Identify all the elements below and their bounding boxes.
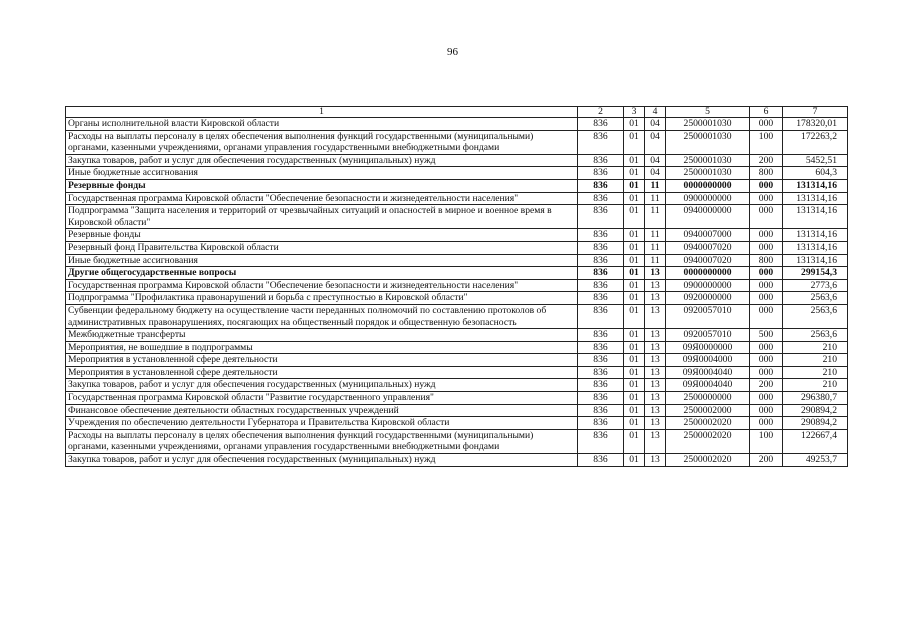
row-name-cell: Подпрограмма "Защита населения и территорий от чрезвычайных ситуаций и опасностей в мирное и военное время в Кировской области": [66, 205, 578, 229]
row-subsection-cell: 04: [645, 118, 666, 131]
row-expense-type-cell: 800: [750, 167, 783, 180]
row-expense-type-cell: 000: [750, 205, 783, 229]
row-name-cell: Другие общегосударственные вопросы: [66, 267, 578, 280]
row-target-cell: 2500001030: [666, 118, 750, 131]
table-row: [66, 366, 848, 379]
row-name-cell: Мероприятия, не вошедшие в подпрограммы: [66, 341, 578, 354]
row-amount-cell: 2563,6: [783, 292, 848, 305]
row-section-cell: 01: [624, 366, 645, 379]
row-section-cell: 01: [624, 241, 645, 254]
row-section-cell: 01: [624, 417, 645, 430]
row-ministry-cell: 836: [578, 366, 624, 379]
row-name-cell: Органы исполнительной власти Кировской области: [66, 118, 578, 131]
row-subsection-cell: 11: [645, 254, 666, 267]
row-ministry-cell: 836: [578, 118, 624, 131]
row-subsection-cell: 04: [645, 167, 666, 180]
row-ministry-cell: 836: [578, 454, 624, 467]
row-name-cell: Резервный фонд Правительства Кировской области: [66, 241, 578, 254]
row-target-cell: 2500002020: [666, 454, 750, 467]
row-expense-type-cell: 800: [750, 254, 783, 267]
row-name-cell: Иные бюджетные ассигнования: [66, 254, 578, 267]
row-expense-type-cell: 000: [750, 354, 783, 367]
row-target-cell: 2500001030: [666, 130, 750, 154]
row-expense-type-cell: 000: [750, 267, 783, 280]
header-cell-4: 4: [645, 107, 666, 118]
row-amount-cell: 2773,6: [783, 279, 848, 292]
budget-table: [65, 106, 848, 467]
header-cell-6: 6: [750, 107, 783, 118]
row-name-cell: Закупка товаров, работ и услуг для обеспечения государственных (муниципальных) нужд: [66, 379, 578, 392]
row-section-cell: 01: [624, 118, 645, 131]
table-row: [66, 279, 848, 292]
row-target-cell: 2500001030: [666, 167, 750, 180]
row-target-cell: 0940007020: [666, 254, 750, 267]
row-ministry-cell: 836: [578, 292, 624, 305]
row-target-cell: 0000000000: [666, 179, 750, 192]
row-target-cell: 0920000000: [666, 292, 750, 305]
header-cell-7: 7: [783, 107, 848, 118]
row-expense-type-cell: 200: [750, 154, 783, 167]
table-row: [66, 454, 848, 467]
row-section-cell: 01: [624, 167, 645, 180]
table-body: [66, 107, 848, 467]
row-amount-cell: 210: [783, 366, 848, 379]
row-subsection-cell: 13: [645, 429, 666, 453]
table-row: [66, 241, 848, 254]
row-ministry-cell: 836: [578, 417, 624, 430]
table-row: [66, 167, 848, 180]
row-subsection-cell: 13: [645, 329, 666, 342]
table-row: [66, 118, 848, 131]
row-subsection-cell: 13: [645, 379, 666, 392]
row-amount-cell: 49253,7: [783, 454, 848, 467]
row-section-cell: 01: [624, 229, 645, 242]
table-row: [66, 304, 848, 328]
header-cell-2: 2: [578, 107, 624, 118]
row-amount-cell: 296380,7: [783, 392, 848, 405]
row-name-cell: Государственная программа Кировской области "Обеспечение безопасности и жизнедеятельности населения": [66, 192, 578, 205]
table-row: [66, 392, 848, 405]
row-amount-cell: 131314,16: [783, 205, 848, 229]
row-amount-cell: 5452,51: [783, 154, 848, 167]
row-subsection-cell: 13: [645, 341, 666, 354]
row-subsection-cell: 13: [645, 267, 666, 280]
row-subsection-cell: 11: [645, 205, 666, 229]
row-target-cell: 0900000000: [666, 279, 750, 292]
row-expense-type-cell: 100: [750, 429, 783, 453]
row-name-cell: Резервные фонды: [66, 179, 578, 192]
row-ministry-cell: 836: [578, 267, 624, 280]
row-expense-type-cell: 000: [750, 179, 783, 192]
row-name-cell: Субвенции федеральному бюджету на осуществление части переданных полномочий по составлению протоколов об административных правонарушениях, посягающих на общественный порядок и общественную безопасность: [66, 304, 578, 328]
row-section-cell: 01: [624, 267, 645, 280]
row-target-cell: 0940007000: [666, 229, 750, 242]
row-target-cell: 0920057010: [666, 304, 750, 328]
row-ministry-cell: 836: [578, 192, 624, 205]
row-target-cell: 0900000000: [666, 192, 750, 205]
row-section-cell: 01: [624, 354, 645, 367]
row-expense-type-cell: 000: [750, 292, 783, 305]
row-section-cell: 01: [624, 304, 645, 328]
table-row: [66, 267, 848, 280]
header-cell-1: 1: [66, 107, 578, 118]
row-expense-type-cell: 000: [750, 417, 783, 430]
row-amount-cell: 210: [783, 379, 848, 392]
row-expense-type-cell: 000: [750, 192, 783, 205]
row-ministry-cell: 836: [578, 154, 624, 167]
row-target-cell: 0000000000: [666, 267, 750, 280]
row-name-cell: Подпрограмма "Профилактика правонарушений и борьба с преступностью в Кировской области": [66, 292, 578, 305]
row-amount-cell: 131314,16: [783, 254, 848, 267]
row-ministry-cell: 836: [578, 304, 624, 328]
row-ministry-cell: 836: [578, 329, 624, 342]
row-expense-type-cell: 200: [750, 454, 783, 467]
row-subsection-cell: 13: [645, 417, 666, 430]
table-row: [66, 229, 848, 242]
row-subsection-cell: 11: [645, 229, 666, 242]
row-name-cell: Резервные фонды: [66, 229, 578, 242]
row-expense-type-cell: 000: [750, 118, 783, 131]
row-subsection-cell: 11: [645, 241, 666, 254]
row-target-cell: 2500002000: [666, 404, 750, 417]
row-section-cell: 01: [624, 379, 645, 392]
row-subsection-cell: 13: [645, 392, 666, 405]
row-subsection-cell: 04: [645, 130, 666, 154]
row-amount-cell: 299154,3: [783, 267, 848, 280]
row-ministry-cell: 836: [578, 254, 624, 267]
row-section-cell: 01: [624, 341, 645, 354]
row-name-cell: Государственная программа Кировской области "Обеспечение безопасности и жизнедеятельности населения": [66, 279, 578, 292]
row-ministry-cell: 836: [578, 392, 624, 405]
table-row: [66, 292, 848, 305]
row-expense-type-cell: 100: [750, 130, 783, 154]
row-amount-cell: 2563,6: [783, 329, 848, 342]
row-section-cell: 01: [624, 429, 645, 453]
table-row: [66, 404, 848, 417]
row-expense-type-cell: 000: [750, 404, 783, 417]
row-name-cell: Иные бюджетные ассигнования: [66, 167, 578, 180]
row-amount-cell: 290894,2: [783, 404, 848, 417]
row-section-cell: 01: [624, 392, 645, 405]
row-ministry-cell: 836: [578, 429, 624, 453]
row-ministry-cell: 836: [578, 205, 624, 229]
row-name-cell: Расходы на выплаты персоналу в целях обеспечения выполнения функций государственными (муниципальными) органами, казенными учреждениями, органами управления государственными внебюджетными фондами: [66, 429, 578, 453]
table-row: [66, 192, 848, 205]
table-row: [66, 130, 848, 154]
row-ministry-cell: 836: [578, 229, 624, 242]
row-target-cell: 09Я0000000: [666, 341, 750, 354]
row-expense-type-cell: 000: [750, 392, 783, 405]
row-subsection-cell: 13: [645, 292, 666, 305]
row-ministry-cell: 836: [578, 404, 624, 417]
row-ministry-cell: 836: [578, 167, 624, 180]
row-target-cell: 09Я0004040: [666, 379, 750, 392]
row-subsection-cell: 13: [645, 354, 666, 367]
row-section-cell: 01: [624, 205, 645, 229]
table-row: [66, 254, 848, 267]
row-ministry-cell: 836: [578, 241, 624, 254]
row-section-cell: 01: [624, 279, 645, 292]
row-expense-type-cell: 000: [750, 366, 783, 379]
row-expense-type-cell: 000: [750, 229, 783, 242]
page-number: 96: [447, 46, 458, 58]
row-amount-cell: 210: [783, 341, 848, 354]
row-target-cell: 2500002020: [666, 429, 750, 453]
row-section-cell: 01: [624, 154, 645, 167]
row-expense-type-cell: 000: [750, 304, 783, 328]
table-row: [66, 354, 848, 367]
table-row: [66, 329, 848, 342]
row-name-cell: Межбюджетные трансферты: [66, 329, 578, 342]
row-target-cell: 2500000000: [666, 392, 750, 405]
row-subsection-cell: 13: [645, 366, 666, 379]
row-amount-cell: 131314,16: [783, 229, 848, 242]
header-cell-5: 5: [666, 107, 750, 118]
row-subsection-cell: 13: [645, 304, 666, 328]
row-name-cell: Государственная программа Кировской области "Развитие государственного управления": [66, 392, 578, 405]
row-subsection-cell: 13: [645, 404, 666, 417]
row-ministry-cell: 836: [578, 279, 624, 292]
row-section-cell: 01: [624, 179, 645, 192]
row-section-cell: 01: [624, 192, 645, 205]
row-expense-type-cell: 200: [750, 379, 783, 392]
row-target-cell: 2500002020: [666, 417, 750, 430]
row-amount-cell: 210: [783, 354, 848, 367]
table-row: [66, 341, 848, 354]
table-row: [66, 205, 848, 229]
row-expense-type-cell: 000: [750, 341, 783, 354]
row-ministry-cell: 836: [578, 179, 624, 192]
table-row: [66, 154, 848, 167]
row-target-cell: 0940007020: [666, 241, 750, 254]
row-target-cell: 09Я0004040: [666, 366, 750, 379]
row-name-cell: Закупка товаров, работ и услуг для обеспечения государственных (муниципальных) нужд: [66, 454, 578, 467]
row-target-cell: 09Я0004000: [666, 354, 750, 367]
row-subsection-cell: 13: [645, 454, 666, 467]
row-ministry-cell: 836: [578, 379, 624, 392]
row-ministry-cell: 836: [578, 130, 624, 154]
row-name-cell: Учреждения по обеспечению деятельности Губернатора и Правительства Кировской области: [66, 417, 578, 430]
row-name-cell: Закупка товаров, работ и услуг для обеспечения государственных (муниципальных) нужд: [66, 154, 578, 167]
row-section-cell: 01: [624, 292, 645, 305]
table-row: [66, 429, 848, 453]
row-ministry-cell: 836: [578, 354, 624, 367]
row-name-cell: Мероприятия в установленной сфере деятельности: [66, 354, 578, 367]
table-row: [66, 417, 848, 430]
row-name-cell: Расходы на выплаты персоналу в целях обеспечения выполнения функций государственными (муниципальными) органами, казенными учреждениями, органами управления государственными внебюджетными фондами: [66, 130, 578, 154]
header-cell-3: 3: [624, 107, 645, 118]
table-row: [66, 179, 848, 192]
row-section-cell: 01: [624, 254, 645, 267]
row-expense-type-cell: 500: [750, 329, 783, 342]
row-target-cell: 2500001030: [666, 154, 750, 167]
row-expense-type-cell: 000: [750, 241, 783, 254]
row-amount-cell: 172263,2: [783, 130, 848, 154]
row-amount-cell: 604,3: [783, 167, 848, 180]
row-target-cell: 0940000000: [666, 205, 750, 229]
table-header-row: [66, 107, 848, 118]
row-subsection-cell: 13: [645, 279, 666, 292]
table-row: [66, 379, 848, 392]
row-section-cell: 01: [624, 404, 645, 417]
row-amount-cell: 131314,16: [783, 241, 848, 254]
row-section-cell: 01: [624, 329, 645, 342]
row-amount-cell: 2563,6: [783, 304, 848, 328]
row-amount-cell: 131314,16: [783, 192, 848, 205]
row-ministry-cell: 836: [578, 341, 624, 354]
row-subsection-cell: 11: [645, 192, 666, 205]
row-subsection-cell: 04: [645, 154, 666, 167]
row-name-cell: Финансовое обеспечение деятельности областных государственных учреждений: [66, 404, 578, 417]
row-amount-cell: 131314,16: [783, 179, 848, 192]
row-subsection-cell: 11: [645, 179, 666, 192]
row-expense-type-cell: 000: [750, 279, 783, 292]
row-amount-cell: 122667,4: [783, 429, 848, 453]
row-amount-cell: 290894,2: [783, 417, 848, 430]
row-amount-cell: 178320,01: [783, 118, 848, 131]
row-name-cell: Мероприятия в установленной сфере деятельности: [66, 366, 578, 379]
row-target-cell: 0920057010: [666, 329, 750, 342]
row-section-cell: 01: [624, 130, 645, 154]
row-section-cell: 01: [624, 454, 645, 467]
